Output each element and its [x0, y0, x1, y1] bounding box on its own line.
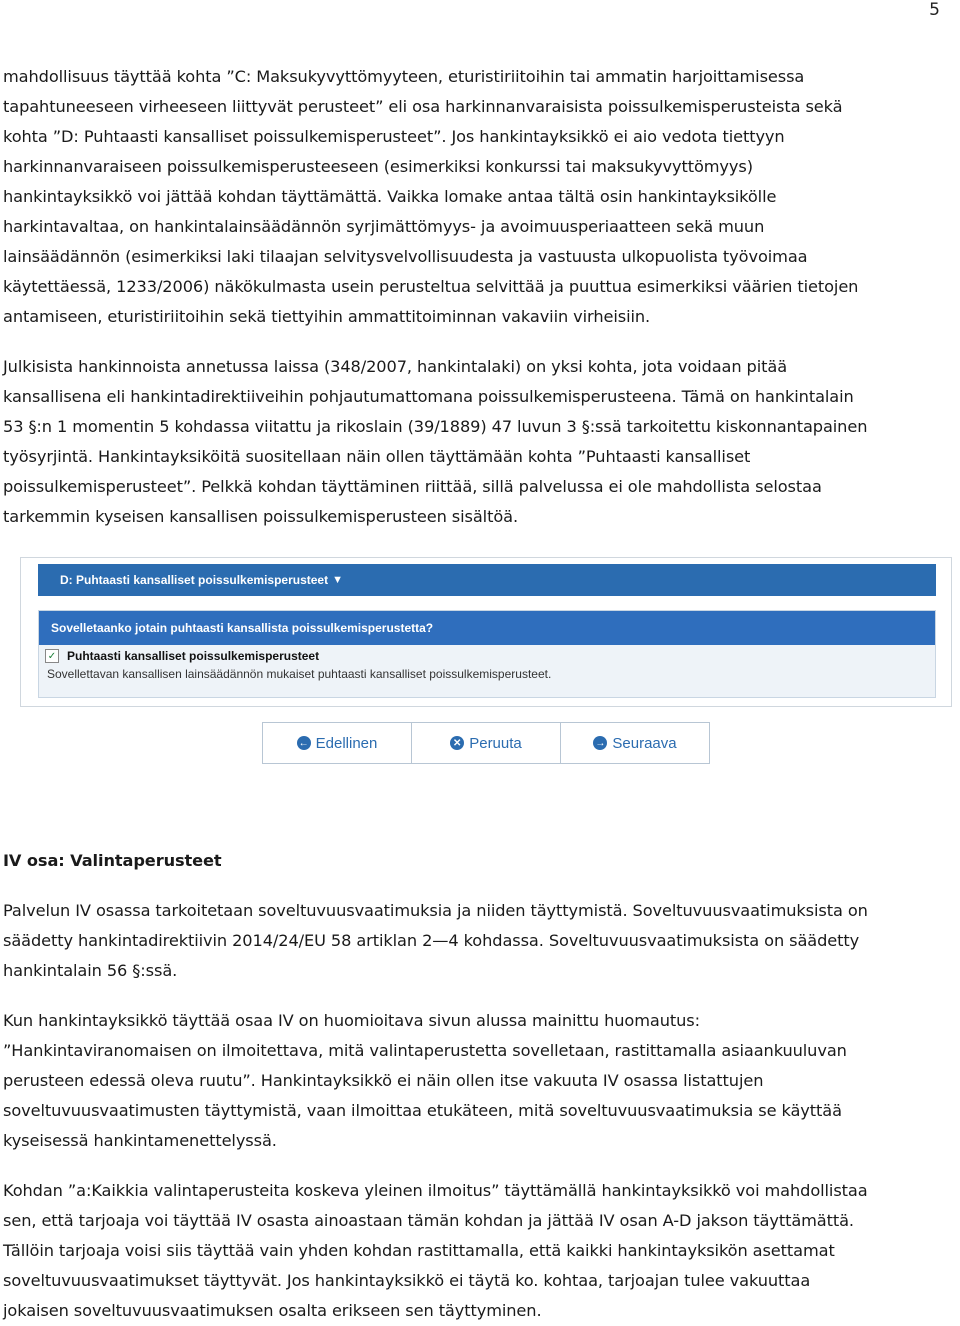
option-row: [39, 645, 935, 697]
previous-button[interactable]: [263, 723, 412, 763]
text-line: Julkisista hankinnoista annetussa laissa (348/2007, hankintalaki) on yksi kohta, jota voidaan pitää: [3, 357, 788, 376]
form-screenshot: [20, 557, 952, 707]
option-description: Sovellettavan kansallisen lainsäädännön mukaiset puhtaasti kansalliset poissulkemisperusteet.: [47, 667, 552, 681]
text-line: ”Hankintaviranomaisen on ilmoitettava, mitä valintaperustetta sovelletaan, rastittamalla asiaankuuluvan: [3, 1041, 847, 1060]
text-line: työsyrjintä. Hankintayksiköitä suositellaan näin ollen täyttämään kohta ”Puhtaasti kansalliset: [3, 447, 751, 466]
paragraph-general-statement: [3, 1176, 953, 1326]
page-number: 5: [929, 0, 940, 20]
text-line: lainsäädännön (esimerkiksi laki tilaajan selvitysvelvollisuudesta ja vastuusta ulkopuolista työvoimaa: [3, 247, 808, 266]
chevron-down-icon: ▼: [332, 574, 343, 586]
paragraph-national-grounds: [3, 352, 953, 532]
next-label: Seuraava: [612, 734, 677, 752]
previous-label: Edellinen: [315, 734, 378, 752]
heading-text: IV osa: Valintaperusteet: [3, 851, 222, 870]
text-line: kansallisena eli hankintadirektiiveihin pohjautumattomana poissulkemisperusteena. Tämä on hankintalain: [3, 387, 854, 406]
text-line: Palvelun IV osassa tarkoitetaan soveltuvuusvaatimuksia ja niiden täyttymistä. Soveltuvuusvaatimuksista on: [3, 901, 868, 920]
text-line: jokaisen soveltuvuusvaatimuksen osalta erikseen sen täyttyminen.: [3, 1301, 542, 1320]
text-line: kohta ”D: Puhtaasti kansalliset poissulkemisperusteet”. Jos hankintayksikkö ei aio vedota tiettyyn: [3, 127, 785, 146]
close-icon: ✕: [450, 736, 464, 750]
text-line: poissulkemisperusteet”. Pelkkä kohdan täyttäminen riittää, sillä palvelussa ei ole mahdollista selostaa: [3, 477, 822, 496]
option-label: Puhtaasti kansalliset poissulkemisperusteet: [67, 649, 320, 663]
panel-title: Sovelletaanko jotain puhtaasti kansallista poissulkemisperustetta?: [39, 611, 935, 645]
cancel-button[interactable]: [412, 723, 561, 763]
cancel-label: Peruuta: [469, 734, 522, 752]
arrow-left-icon: ←: [298, 737, 309, 749]
text-line: harkintavaltaa, on hankintalainsäädännön syrjimättömyys- ja avoimuusperiaatteen sekä muun: [3, 217, 765, 236]
section-header-label: D: Puhtaasti kansalliset poissulkemisperusteet: [60, 573, 329, 587]
text-line: Kun hankintayksikkö täyttää osaa IV on huomioitava sivun alussa mainittu huomautus:: [3, 1011, 700, 1030]
arrow-right-icon: →: [595, 737, 606, 749]
text-line: hankintayksikkö voi jättää kohdan täyttämättä. Vaikka lomake antaa tältä osin hankintayksikölle: [3, 187, 777, 206]
question-panel: [38, 610, 936, 698]
text-line: soveltuvuusvaatimusten täyttymistä, vaan ilmoittaa etukäteen, mitä soveltuvuusvaatimuksia se käyttää: [3, 1101, 842, 1120]
text-line: Kohdan ”a:Kaikkia valintaperusteita koskeva yleinen ilmoitus” täyttämällä hankintayksikkö voi mahdollistaa: [3, 1181, 868, 1200]
text-line: käytettäessä, 1233/2006) näkökulmasta usein perusteltua selvittää ja puuttua esimerkiksi väärien tietojen: [3, 277, 859, 296]
section-heading: [3, 846, 953, 876]
option-checkbox[interactable]: ✓: [45, 649, 59, 663]
form-navigation: [262, 722, 710, 764]
text-line: soveltuvuusvaatimukset täyttyvät. Jos hankintayksikkö ei täytä ko. kohtaa, tarjoajan tulee vakuuttaa: [3, 1271, 811, 1290]
text-line: antamiseen, eturistiriitoihin sekä tiettyihin ammattitoiminnan vakaviin virheisiin.: [3, 307, 651, 326]
text-line: perusteen edessä oleva ruutu”. Hankintayksikkö ei näin ollen itse vakuuta IV osassa listattujen: [3, 1071, 764, 1090]
text-line: hankintalain 56 §:ssä.: [3, 961, 178, 980]
text-line: tapahtuneeseen virheeseen liittyvät perusteet” eli osa harkinnanvaraisista poissulkemisperusteista sekä: [3, 97, 843, 116]
text-line: säädetty hankintadirektiivin 2014/24/EU 58 artiklan 2—4 kohdassa. Soveltuvuusvaatimuksista on säädetty: [3, 931, 860, 950]
text-line: kyseisessä hankintamenettelyssä.: [3, 1131, 277, 1150]
paragraph-part-iv-note: [3, 1006, 953, 1156]
paragraph-exclusion-grounds: [3, 62, 953, 332]
text-line: Tällöin tarjoaja voisi siis täyttää vain yhden kohdan rastittamalla, että kaikki hankintayksikön asettamat: [3, 1241, 835, 1260]
text-line: 53 §:n 1 momentin 5 kohdassa viitattu ja rikoslain (39/1889) 47 luvun 3 §:ssä tarkoitettu kiskonnantapainen: [3, 417, 868, 436]
paragraph-selection-criteria: [3, 896, 953, 986]
section-header[interactable]: [38, 564, 936, 596]
text-line: sen, että tarjoaja voi täyttää IV osasta ainoastaan tämän kohdan ja jättää IV osan A-D jakson täyttämättä.: [3, 1211, 854, 1230]
text-line: harkinnanvaraiseen poissulkemisperusteeseen (esimerkiksi konkurssi tai maksukyvyttömyys): [3, 157, 753, 176]
text-line: tarkemmin kyseisen kansallisen poissulkemisperusteen sisältöä.: [3, 507, 519, 526]
text-line: mahdollisuus täyttää kohta ”C: Maksukyvyttömyyteen, eturistiriitoihin tai ammatin harjoittamisessa: [3, 67, 805, 86]
next-button[interactable]: [561, 723, 709, 763]
